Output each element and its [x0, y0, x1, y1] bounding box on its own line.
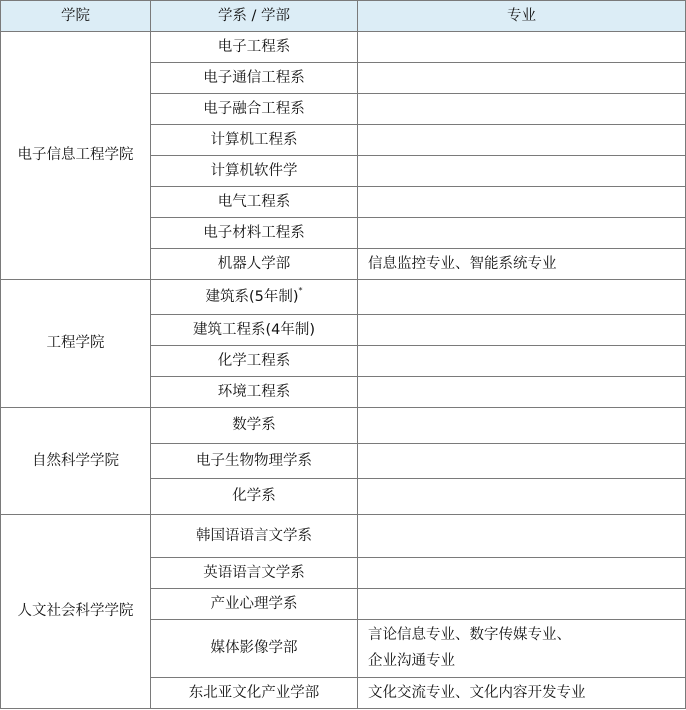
- major-cell: [358, 444, 686, 479]
- department-cell: 化学系: [151, 479, 358, 515]
- department-cell: 电子通信工程系: [151, 63, 358, 94]
- department-cell: 化学工程系: [151, 346, 358, 377]
- department-cell: 电气工程系: [151, 187, 358, 218]
- major-cell: [358, 218, 686, 249]
- major-cell: [358, 125, 686, 156]
- department-cell: 计算机软件学: [151, 156, 358, 187]
- major-cell: [358, 187, 686, 218]
- department-cell: 建筑工程系(4年制): [151, 315, 358, 346]
- department-cell: [151, 280, 358, 315]
- department-cell: 数学系: [151, 408, 358, 444]
- major-cell: [358, 280, 686, 315]
- major-line: 文化交流专业、文化内容开发专业: [368, 684, 586, 701]
- header-row: [1, 1, 686, 32]
- major-line: 企业沟通专业: [368, 652, 455, 669]
- major-cell: [358, 377, 686, 408]
- major-cell: [358, 479, 686, 515]
- department-cell: 产业心理学系: [151, 589, 358, 620]
- department-cell: 英语语言文学系: [151, 558, 358, 589]
- major-cell: [358, 515, 686, 558]
- department-cell: 计算机工程系: [151, 125, 358, 156]
- header-college: 学院: [1, 1, 151, 32]
- major-line: 言论信息专业、数字传媒专业、: [368, 627, 571, 644]
- college-cell: 人文社会科学学院: [1, 515, 151, 709]
- college-cell: 自然科学学院: [1, 408, 151, 515]
- table-row: [1, 408, 686, 444]
- major-cell: [358, 94, 686, 125]
- major-cell: [358, 63, 686, 94]
- table-row: [1, 280, 686, 315]
- department-cell: 电子材料工程系: [151, 218, 358, 249]
- major-cell: [358, 558, 686, 589]
- header-department: 学系 / 学部: [151, 1, 358, 32]
- table-row: [1, 515, 686, 558]
- department-name: 建筑系(5年制): [205, 288, 299, 305]
- department-cell: 媒体影像学部: [151, 620, 358, 678]
- major-cell: [358, 620, 686, 678]
- department-cell: 环境工程系: [151, 377, 358, 408]
- major-cell: [358, 32, 686, 63]
- department-cell: 电子工程系: [151, 32, 358, 63]
- department-cell: 韩国语语言文学系: [151, 515, 358, 558]
- major-cell: [358, 678, 686, 709]
- major-cell: [358, 315, 686, 346]
- table-row: [1, 32, 686, 63]
- college-cell: 电子信息工程学院: [1, 32, 151, 280]
- college-cell: 工程学院: [1, 280, 151, 408]
- major-cell: [358, 249, 686, 280]
- major-cell: [358, 156, 686, 187]
- major-cell: [358, 346, 686, 377]
- footnote-marker: *: [298, 285, 303, 295]
- header-major: 专业: [358, 1, 686, 32]
- major-cell: [358, 589, 686, 620]
- department-cell: 东北亚文化产业学部: [151, 678, 358, 709]
- major-line: 信息监控专业、智能系统专业: [368, 255, 557, 272]
- department-cell: 电子生物物理学系: [151, 444, 358, 479]
- department-cell: 机器人学部: [151, 249, 358, 280]
- major-cell: [358, 408, 686, 444]
- department-cell: 电子融合工程系: [151, 94, 358, 125]
